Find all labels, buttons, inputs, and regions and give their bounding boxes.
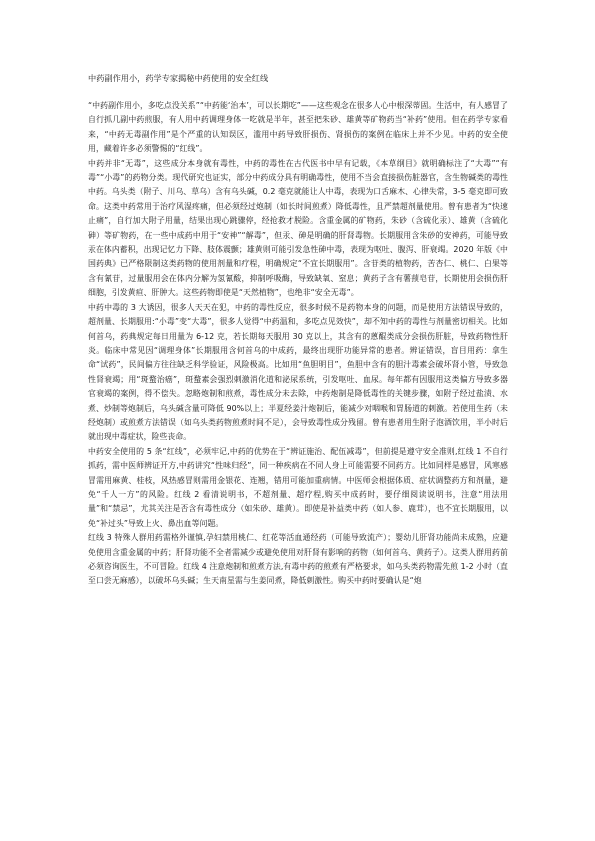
article-paragraph: 红线 3 特殊人群用药需格外谨慎,孕妇禁用桃仁、红花等活血通经药（可能导致流产）；婴幼儿肝肾功能尚未成熟，应避免使用含重金属的中药；肝肾功能不全者需减少或避免使用对肝肾有影响的药物（如何首乌、黄药子）。这类人群用药前必须咨询医生，不可冒险。红线 4 注意炮制和煎煮方法,有毒中药的煎煮有严格要求，如乌头类药物需先煎 1-2 小时（直至口尝无麻感），以破坏乌头碱；生天南星需与生姜同煮，降低刺激性。购买中药时要确认是“炮 <box>88 533 508 586</box>
article-paragraph: 中药安全使用的 5 条“红线”，必须牢记,中药的优势在于“辨证施治、配伍减毒”，但前提是遵守安全准则,红线 1 不自行抓药，需中医师辨证开方,中药讲究“性味归经”，同一种疾病在不同人身上可能需要不同药方。比如同样是感冒，风寒感冒需用麻黄、桂枝，风热感冒则需用金银花、连翘，错用可能加重病情。中医师会根据体质、症状调整药方和剂量，避免“千人一方”的风险。红线 2 看清说明书，不超剂量、超疗程,购买中成药时，要仔细阅读说明书，注意“用法用量”和“禁忌”，尤其关注是否含有毒性成分（如朱砂、雄黄）。即使是补益类中药（如人参、鹿茸），也不宜长期服用，以免“补过头”导致上火、鼻出血等问题。 <box>88 446 508 528</box>
article-paragraph: 中药中毒的 3 大诱因，很多人天天在犯，中药的毒性反应，很多时候不是药物本身的问题，而是使用方法错误导致的，超剂量、长期服用:“小毒”变“大毒”，很多人觉得“中药温和，多吃点见效快”，却不知中药的毒性与剂量密切相关。比如何首乌，药典规定每日用量为 6-12 克，若长期每天服用 30 克以上，其含有的蒽醌类成分会损伤肝脏，导致药物性肝炎。临床中常见因“调理身体”长期服用含何首乌的中成药，最终出现肝功能异常的患者。辨证错误，盲目用药：拿生命“试药”，民间偏方往往缺乏科学验证，风险极高。比如用“鱼胆明目”，鱼胆中含有的胆汁毒素会破坏肾小管，导致急性肾衰竭；用“斑蝥治癌”，斑蝥素会强烈刺激消化道和泌尿系统，引发呕吐、血尿。每年都有因服用这类偏方导致多器官衰竭的案例，得不偿失。忽略炮制和煎煮，毒性成分未去除，中药炮制是降低毒性的关键步骤，如附子经过盐渍、水煮、炒制等炮制后，乌头碱含量可降低 90%以上；半夏经姜汁炮制后，能减少对咽喉和胃肠道的刺激。若使用生药（未经炮制）或煎煮方法错误（如乌头类药物煎煮时间不足），会导致毒性成分残留。曾有患者用生附子泡酒饮用，半小时后就出现中毒症状，险些丧命。 <box>88 302 508 442</box>
article-paragraph: “中药副作用小，多吃点没关系”“中药能‘治本’，可以长期吃”——这些观念在很多人心中根深蒂固。生活中，有人感冒了自行抓几副中药煎服，有人用中药调理身体一吃就是半年，甚至把朱砂、雄黄等矿物药当“补药”使用。但在药学专家看来，“中药无毒副作用”是个严重的认知误区，滥用中药导致肝损伤、肾损伤的案例在临床上并不少见。中药的安全使用，藏着许多必须警惕的“红线”。 <box>88 101 508 154</box>
article-title: 中药副作用小，药学专家揭秘中药使用的安全红线 <box>88 73 269 83</box>
document-page <box>88 72 508 589</box>
article-paragraph: 中药并非“无毒”，这些成分本身就有毒性，中药的毒性在古代医书中早有记载，《本草纲目》就明确标注了“大毒”“有毒”“小毒”的药物分类。现代研究也证实，部分中药成分具有明确毒性，使用不当会直接损伤脏器官，含生物碱类的毒性中药。乌头类（附子、川乌、草乌）含有乌头碱，0.2 毫克就能让人中毒，表现为口舌麻木、心律失常，3-5 毫克即可致命。这类中药常用于治疗风湿疼痛，但必须经过炮制（如长时间煎煮）降低毒性，且严禁超剂量使用。曾有患者为“快速止痛”，自行加大附子用量，结果出现心跳骤停，经抢救才脱险。含重金属的矿物药，朱砂（含硫化汞）、雄黄（含硫化砷）等矿物药，在一些中成药中用于“安神”“解毒”，但汞、砷是明确的肝肾毒物。长期服用含朱砂的安神药，可能导致汞在体内蓄积，出现记忆力下降、肢体震颤；雄黄则可能引发急性砷中毒，表现为呕吐、腹泻、肝衰竭。2020 年版《中国药典》已严格限制这类药物的使用剂量和疗程，明确规定“不宜长期服用”。含苷类的植物药，苦杏仁、桃仁、白果等含有氰苷，过量服用会在体内分解为氢氰酸，抑制呼吸酶，导致缺氧、窒息；黄药子含有薯蓣皂苷，长期使用会损伤肝细胞，引发黄疸、肝肿大。这些药物即使是“天然植物”，也绝非“安全无毒”。 <box>88 158 508 298</box>
